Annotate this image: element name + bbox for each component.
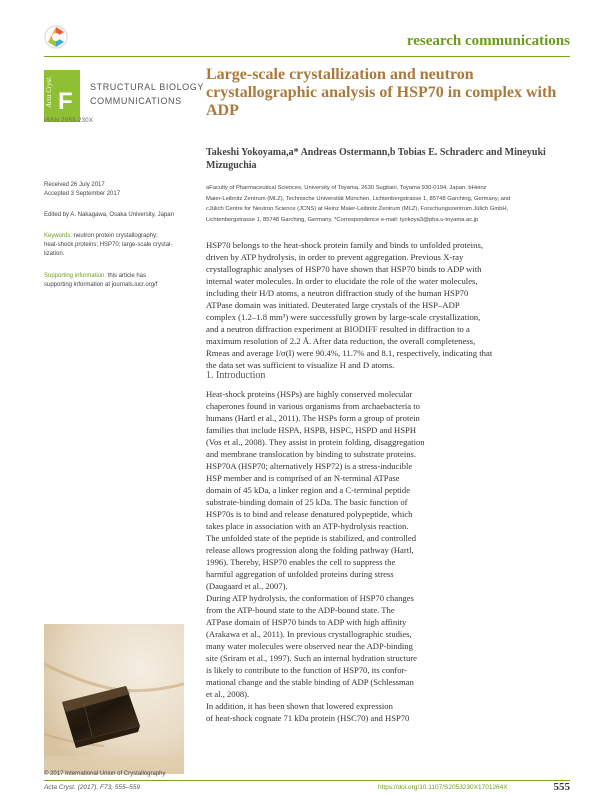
intro-line: HSP member and is comprised of an N-terminal ATPase (206, 473, 400, 483)
keywords (44, 232, 184, 259)
intro-line: Heat-shock proteins (HSPs) are highly conserved molecular (206, 389, 413, 399)
abstract-line: HSP70 belongs to the heat-shock protein family and binds to unfolded proteins, (206, 240, 483, 250)
abstract-line: driven by ATP hydrolysis, in order to prevent aggregation. Previous X-ray (206, 252, 464, 262)
intro-line: In addition, it has been shown that lowered expression (206, 701, 393, 711)
affiliation-line: cJülich Centre for Neutron Science (JCNS) at Heinz Maier-Leibnitz Zentrum (MLZ), Forschungszentrum Jülich GmbH, (206, 206, 509, 212)
affiliation-line: Maier-Leibnitz Zentrum (MLZ), Technische Universität München, Lichtenbergstrasse 1, 85748 Garching, Germany, and (206, 195, 511, 202)
supporting-link[interactable]: supporting information at journals.iucr.org/f (44, 282, 158, 288)
abstract-line: maximum resolution of 2.2 Å. After data reduction, the overall completeness, (206, 336, 476, 346)
abstract-line: the data set was sufficient to visualize H and D atoms. (206, 360, 395, 370)
author-list: Takeshi Yokoyama,a* Andreas Ostermann,b Tobias E. Schraderc and Mineyuki Mizuguchia (206, 147, 546, 171)
intro-line: humans (Hartl et al., 2011). The HSPs form a group of protein (206, 413, 420, 423)
intro-line: mational change and the stable binding of ADP (Schlessman (206, 677, 414, 687)
footer-divider (44, 780, 570, 781)
abstract-line: including their H/D atoms, a neutron diffraction study of the human HSP70 (206, 288, 469, 298)
intro-line: (Daugaard et al., 2007). (206, 581, 288, 591)
intro-line: site (Sriram et al., 1997). Such an internal hydration structure (206, 653, 417, 663)
logo-acta-text: Acta Cryst. (45, 76, 53, 108)
journal-name-line-1: STRUCTURAL BIOLOGY (90, 82, 204, 92)
paper-title: Large-scale crystallization and neutron crystallographic analysis of HSP70 in complex with ADP (206, 66, 557, 119)
intro-line: domain of 45 kDa, a linker region and a C-terminal peptide (206, 485, 411, 495)
intro-line: and membrane translocation by binding to substrate proteins. (206, 449, 417, 459)
keywords-line: lization. (44, 251, 65, 257)
section-title: research communications (406, 33, 570, 49)
intro-line: harmful aggregation of unfolded proteins during stress (206, 569, 394, 579)
intro-line: many water molecules were observed near the ADP-binding (206, 641, 413, 651)
intro-line: takes place in association with an ATP-hydrolysis reaction. (206, 521, 409, 531)
page-number: 555 (553, 781, 570, 793)
copyright-notice: © 2017 International Union of Crystallography (44, 771, 166, 777)
supporting-label: Supporting information: (44, 273, 107, 279)
affiliations (206, 183, 570, 225)
intro-line: During ATP hydrolysis, the conformation of HSP70 changes (206, 593, 414, 603)
intro-line: (Vos et al., 2008). They assist in protein folding, disaggregation (206, 437, 425, 447)
abstract (206, 239, 570, 371)
intro-line: 1996). Thereby, HSP70 enables the cell to suppress the (206, 557, 396, 567)
intro-line: of heat-shock cognate 71 kDa protein (HSC70) and HSP70 (206, 713, 410, 723)
keywords-line: neutron protein crystallography; (72, 233, 158, 239)
journal-name (90, 80, 204, 108)
journal-name-line-2: COMMUNICATIONS (90, 96, 182, 106)
footer-journal-reference: Acta Cryst. (2017). F73, 555–559 (44, 784, 141, 791)
abstract-line: complex (1.2–1.8 mm³) were successfully grown by large-scale crystallization, (206, 312, 481, 322)
abstract-line: crystallographic analyses of HSP70 have shown that HSP70 binds to ADP with (206, 264, 482, 274)
received-dates (44, 181, 120, 199)
intro-line: from the ATP-bound state to the ADP-bound state. The (206, 605, 395, 615)
abstract-line: ATPase domain was initiated. Deuterated large crystals of the HSP–ADP (206, 300, 460, 310)
intro-line: ATPase domain of HSP70 binds to ADP with high affinity (206, 617, 407, 627)
intro-line: HSP70A (HSP70; alternatively HSP72) is a stress-inducible (206, 461, 413, 471)
supporting-information (44, 272, 184, 290)
crossmark-icon[interactable] (43, 24, 69, 52)
abstract-line: Rmeas and average I/σ(I) were 90.4%, 11.7% and 8.1, respectively, indicating that (206, 348, 493, 358)
keywords-line: heat-shock proteins; HSP70; large-scale crystal- (44, 242, 173, 248)
supporting-line: this article has (106, 273, 147, 279)
logo-letter: F (58, 88, 73, 115)
intro-line: release allows progression along the folding pathway (Hartl, (206, 545, 414, 555)
accepted-date: Accepted 3 September 2017 (44, 191, 121, 197)
affiliation-line: aFaculty of Pharmaceutical Sciences, University of Toyama, 2630 Sugitani, Toyama 930-0194, Japan, bHeinz (206, 185, 487, 191)
journal-logo (44, 70, 80, 122)
doi-link[interactable]: https://doi.org/10.1107/S2053230X1701264X (378, 784, 508, 791)
intro-line: et al., 2008). (206, 689, 250, 699)
issn: ISSN 2053-230X (44, 118, 94, 124)
intro-line: substrate-binding domain of 25 kDa. The basic function of (206, 497, 408, 507)
intro-line: (Arakawa et al., 2011). In previous crystallographic studies, (206, 629, 412, 639)
keywords-label: Keywords: (44, 233, 73, 239)
intro-line: The unfolded state of the peptide is stabilized, and controlled (206, 533, 417, 543)
intro-line: chaperones found in various organisms from archaebacteria to (206, 401, 420, 411)
intro-line: HSP70s is to bind and release denatured polypeptide, which (206, 509, 413, 519)
introduction-body (206, 388, 466, 724)
abstract-line: internal water molecules. In order to elucidate the role of the water molecules, (206, 276, 478, 286)
section-heading-introduction: 1. Introduction (206, 370, 266, 381)
edited-by: Edited by A. Nakagawa, Osaka University, Japan (44, 212, 174, 218)
intro-line: is likely to contribute to the function of HSP70, its confor- (206, 665, 408, 675)
intro-line: families that include HSPA, HSPB, HSPC, HSPD and HSPH (206, 425, 417, 435)
affiliation-line: Lichtenbergstrasse 1, 85748 Garching, Germany. *Correspondence e-mail: tyokoya3@pha.u-toyama.ac.jp (206, 216, 479, 223)
abstract-line: and a neutron diffraction experiment at BIODIFF resulted in diffraction to a (206, 324, 470, 334)
crystal-photograph (44, 624, 184, 774)
header-divider (44, 56, 570, 57)
received-date: Received 26 July 2017 (44, 182, 105, 188)
